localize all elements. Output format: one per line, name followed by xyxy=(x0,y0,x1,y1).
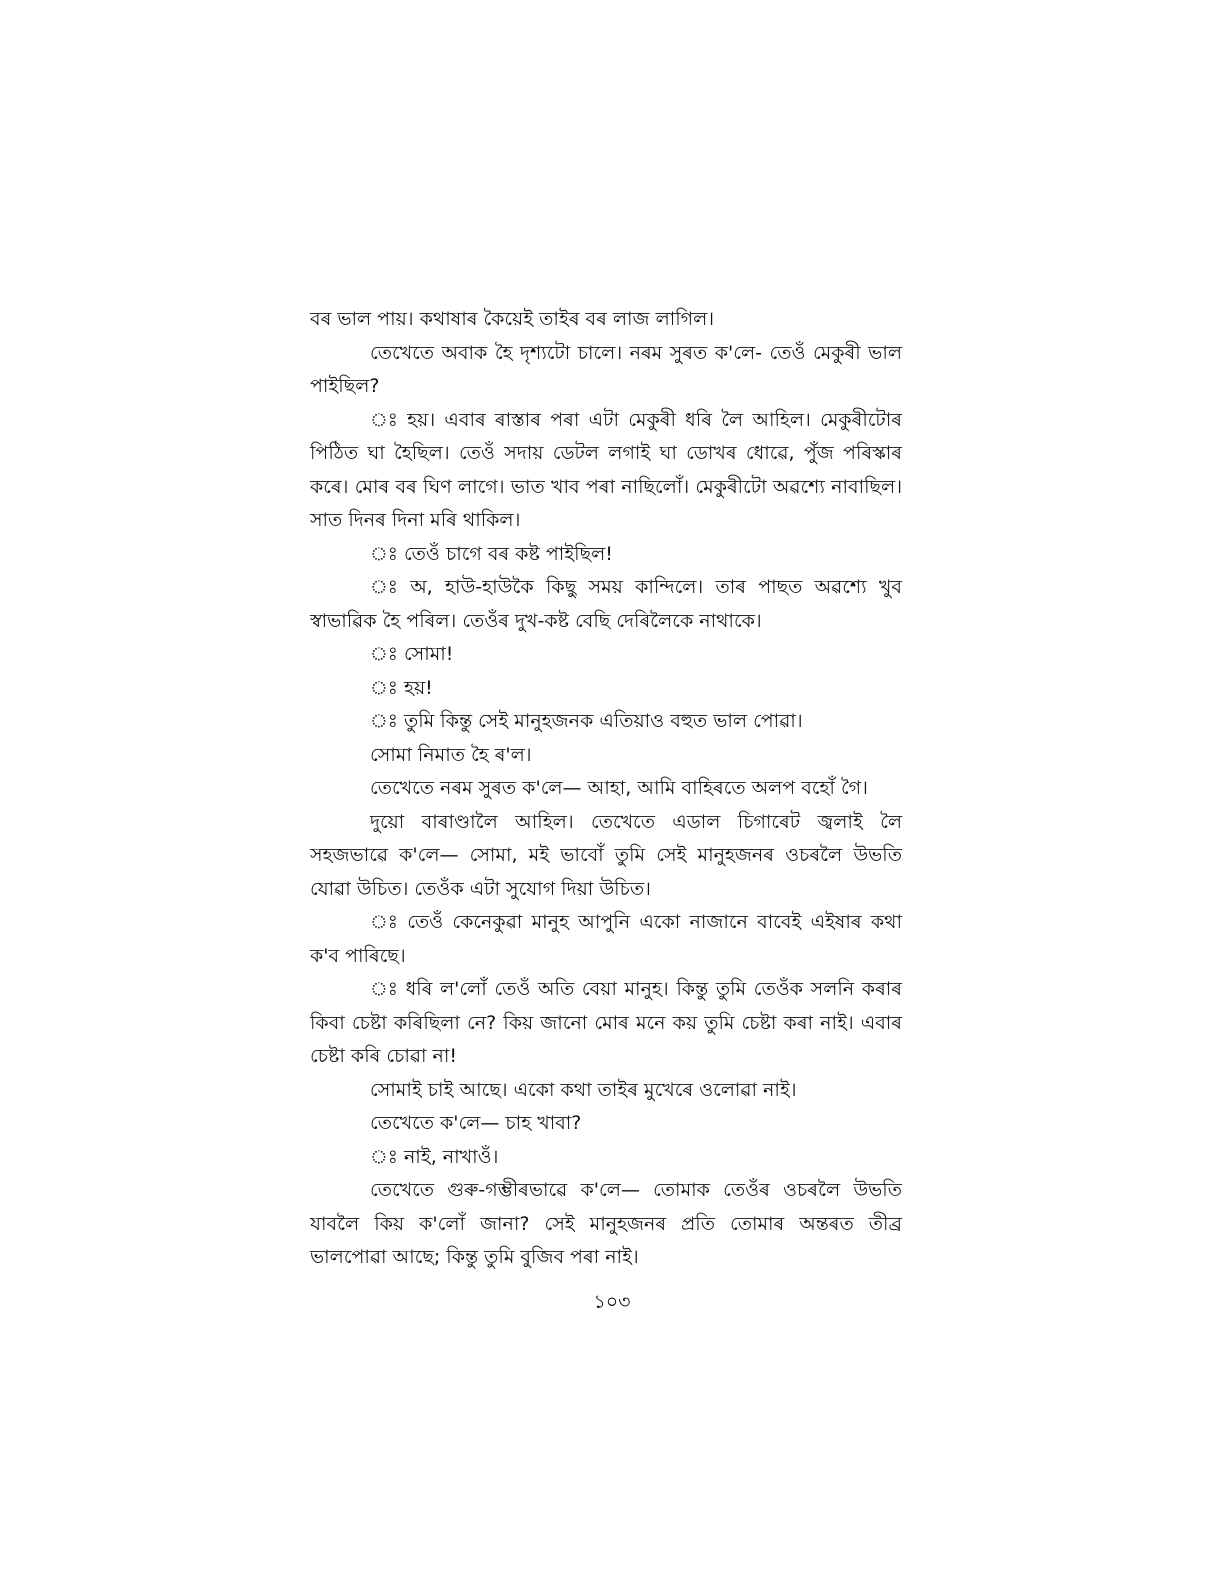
paragraph: সোমা নিমাত হৈ ৰ'ল। xyxy=(370,743,532,766)
paragraph: ঃ হয়। এবাৰ ৰাস্তাৰ পৰা এটা মেকুৰী ধৰি লৈ আহিল। মেকুৰীটোৰ পিঠিত ঘা হৈছিল। তেওঁ সদায় ডেটল লগাই ঘা ডোখৰ ধোৱে, পুঁজ পৰিস্কাৰ কৰে। মোৰ বৰ ঘিণ লাগে। ভাত খাব পৰা নাছিলোঁ। মেকুৰীটো অৱশ্যে নাবাছিল। সাত দিনৰ দিনা মৰি থাকিল। xyxy=(310,408,902,531)
paragraph: দুয়ো বাৰাণ্ডালৈ আহিল। তেখেতে এডাল চিগাৰেট জ্বলাই লৈ সহজভাৱে ক'লে— সোমা, মই ভাবোঁ তুমি সেই মানুহজনৰ ওচৰলৈ উভতি যোৱা উচিত। তেওঁক এটা সুযোগ দিয়া উচিত। xyxy=(310,810,902,900)
paragraph: ঃ ধৰি ল'লোঁ তেওঁ অতি বেয়া মানুহ। কিন্তু তুমি তেওঁক সলনি কৰাৰ কিবা চেষ্টা কৰিছিলা নে? কিয় জানো মোৰ মনে কয় তুমি চেষ্টা কৰা নাই। এবাৰ চেষ্টা কৰি চোৱা না! xyxy=(310,978,902,1067)
paragraph: ঃ তুমি কিন্তু সেই মানুহজনক এতিয়াও বহুত ভাল পোৱা। xyxy=(370,710,803,732)
paragraph: ঃ তেওঁ কেনেকুৱা মানুহ আপুনি একো নাজানে বাবেই এইষাৰ কথা ক'ব পাৰিছে। xyxy=(310,911,902,967)
paragraph: ঃ সোমা! xyxy=(370,643,454,665)
paragraph: তেখেতে নৰম সুৰত ক'লে— আহা, আমি বাহিৰতে অলপ বহোঁ গৈ। xyxy=(370,777,868,799)
paragraph: তেখেতে অবাক হৈ দৃশ্যটো চালে। নৰম সুৰত ক'লে- তেওঁ মেকুৰী ভাল পাইছিল? xyxy=(310,341,902,397)
paragraph: তেখেতে গুৰু-গম্ভীৰভাৱে ক'লে— তোমাক তেওঁৰ ওচৰলৈ উভতি যাবলৈ কিয় ক'লোঁ জানা? সেই মানুহজনৰ প্ৰতি তোমাৰ অন্তৰত তীব্ৰ ভালপোৱা আছে; কিন্তু তুমি বুজিব পৰা নাই। xyxy=(310,1179,902,1268)
paragraph: ঃ অ, হাউ-হাউকৈ কিছু সময় কান্দিলে। তাৰ পাছত অৱশ্যে খুব স্বাভাৱিক হৈ পৰিল। তেওঁৰ দুখ-কষ্ট বেছি দেৰিলৈকে নাথাকে। xyxy=(310,576,902,632)
paragraph: ঃ হয়! xyxy=(370,676,433,699)
paragraph: ঃ নাই, নাখাওঁ। xyxy=(370,1145,499,1168)
paragraph: সোমাই চাই আছে। একো কথা তাইৰ মুখেৰে ওলোৱা নাই। xyxy=(370,1078,797,1101)
body-text xyxy=(310,303,902,1275)
paragraph-continuation: বৰ ভাল পায়। কথাষাৰ কৈয়েই তাইৰ বৰ লাজ লাগিল। xyxy=(310,308,715,330)
paragraph: ঃ তেওঁ চাগে বৰ কষ্ট পাইছিল! xyxy=(370,542,613,565)
paragraph: তেখেতে ক'লে— চাহ খাবা? xyxy=(370,1112,582,1134)
page-number: ১০৩ xyxy=(593,1291,631,1313)
